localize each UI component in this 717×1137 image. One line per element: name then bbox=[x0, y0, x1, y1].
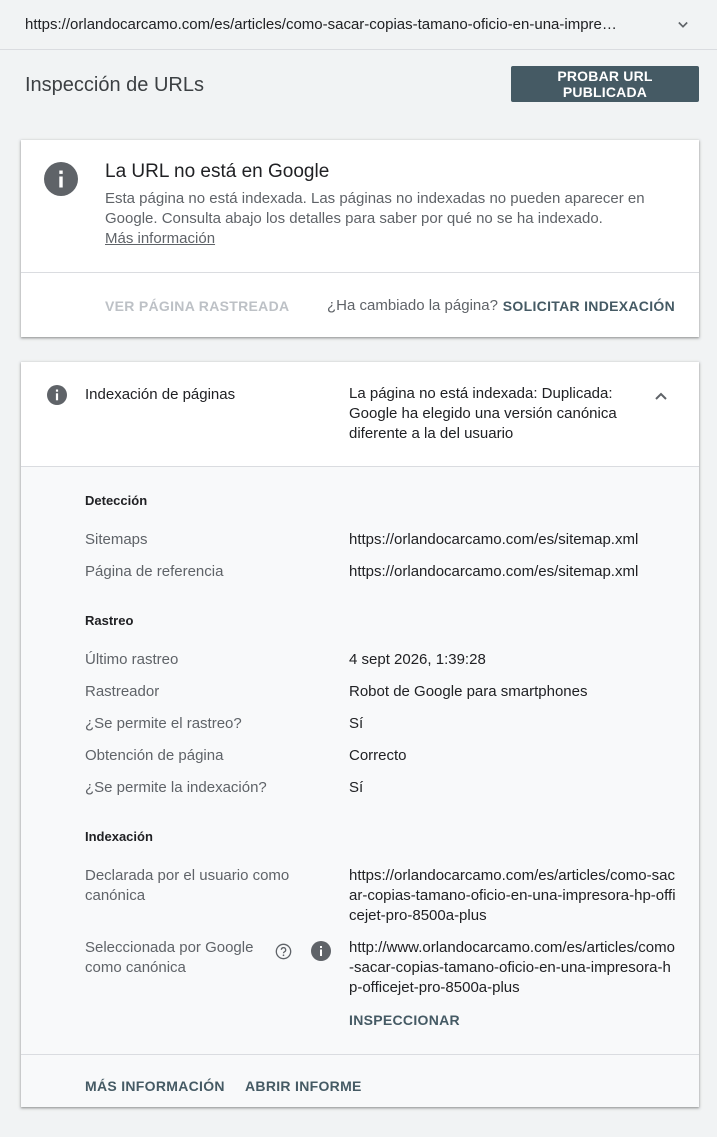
url-bar[interactable] bbox=[0, 0, 717, 50]
more-info-button[interactable]: MÁS INFORMACIÓN bbox=[85, 1078, 225, 1094]
test-live-url-button[interactable]: PROBAR URL PUBLICADA bbox=[511, 66, 699, 102]
indexing-header[interactable] bbox=[21, 362, 699, 467]
status-title: La URL no está en Google bbox=[105, 161, 330, 182]
detail-key-referrer: Página de referencia bbox=[85, 563, 224, 580]
chevron-down-icon[interactable] bbox=[673, 15, 693, 35]
info-icon bbox=[46, 384, 68, 406]
status-description bbox=[105, 189, 665, 249]
detail-key-last-crawl: Último rastreo bbox=[85, 651, 179, 668]
more-info-link[interactable]: Más información bbox=[105, 230, 216, 247]
detail-val-google-canonical: http://www.orlandocarcamo.com/es/articles/como-sacar-copias-tamano-oficio-en-una-impresora-hp-officejet-pro-8500a-plus bbox=[349, 939, 675, 996]
detail-val-index-allowed: Sí bbox=[349, 779, 364, 796]
inspect-button[interactable]: INSPECCIONAR bbox=[349, 1012, 460, 1028]
chevron-up-icon[interactable] bbox=[649, 384, 673, 408]
section-indexing: Indexación bbox=[85, 829, 153, 844]
detail-key-google-canonical: Seleccionada por Google como canónica bbox=[85, 939, 254, 976]
detail-val-user-canonical: https://orlandocarcamo.com/es/articles/como-sacar-copias-tamano-oficio-en-una-impresora-hp-officejet-pro-8500a-plus bbox=[349, 867, 676, 924]
status-actions bbox=[21, 273, 699, 337]
detail-key-crawler: Rastreador bbox=[85, 683, 160, 700]
status-description-text: Esta página no está indexada. Las páginas no indexadas no pueden aparecer en Google. Consulta abajo los detalles para saber por qué no se ha indexado. bbox=[105, 190, 645, 227]
indexing-details bbox=[21, 467, 699, 1107]
detail-val-sitemaps: https://orlandocarcamo.com/es/sitemap.xml bbox=[349, 531, 639, 548]
section-crawl: Rastreo bbox=[85, 613, 134, 628]
detail-val-last-crawl: 4 sept 2026, 1:39:28 bbox=[349, 651, 486, 668]
view-crawled-page-button[interactable]: VER PÁGINA RASTREADA bbox=[105, 298, 290, 314]
detail-val-referrer: https://orlandocarcamo.com/es/sitemap.xml bbox=[349, 563, 639, 580]
section-discovery: Detección bbox=[85, 493, 148, 508]
indexing-title: Indexación de páginas bbox=[85, 386, 236, 403]
detail-val-crawl-allowed: Sí bbox=[349, 715, 364, 732]
detail-key-page-fetch: Obtención de página bbox=[85, 747, 224, 764]
request-indexing-button[interactable]: SOLICITAR INDEXACIÓN bbox=[502, 298, 675, 314]
page-changed-question: ¿Ha cambiado la página? bbox=[327, 297, 498, 314]
page-title: Inspección de URLs bbox=[25, 74, 204, 96]
detail-key-index-allowed: ¿Se permite la indexación? bbox=[85, 779, 267, 796]
indexing-summary: La página no está indexada: Duplicada: Google ha elegido una versión canónica diferente a la del usuario bbox=[349, 385, 617, 442]
detail-key-sitemaps: Sitemaps bbox=[85, 531, 148, 548]
help-icon[interactable] bbox=[275, 943, 292, 960]
detail-key-user-canonical: Declarada por el usuario como canónica bbox=[85, 867, 290, 904]
page-header bbox=[25, 66, 699, 102]
open-report-button[interactable]: ABRIR INFORME bbox=[245, 1078, 362, 1094]
page-indexing-card bbox=[21, 362, 699, 1107]
info-icon[interactable] bbox=[311, 941, 331, 961]
detail-key-crawl-allowed: ¿Se permite el rastreo? bbox=[85, 715, 242, 732]
info-icon bbox=[44, 162, 78, 196]
detail-val-page-fetch: Correcto bbox=[349, 747, 407, 764]
inspected-url[interactable]: https://orlandocarcamo.com/es/articles/como-sacar-copias-tamano-oficio-en-una-impre… bbox=[25, 16, 617, 33]
detail-val-crawler: Robot de Google para smartphones bbox=[349, 683, 588, 700]
url-status-card bbox=[21, 140, 699, 337]
divider bbox=[21, 1054, 699, 1055]
